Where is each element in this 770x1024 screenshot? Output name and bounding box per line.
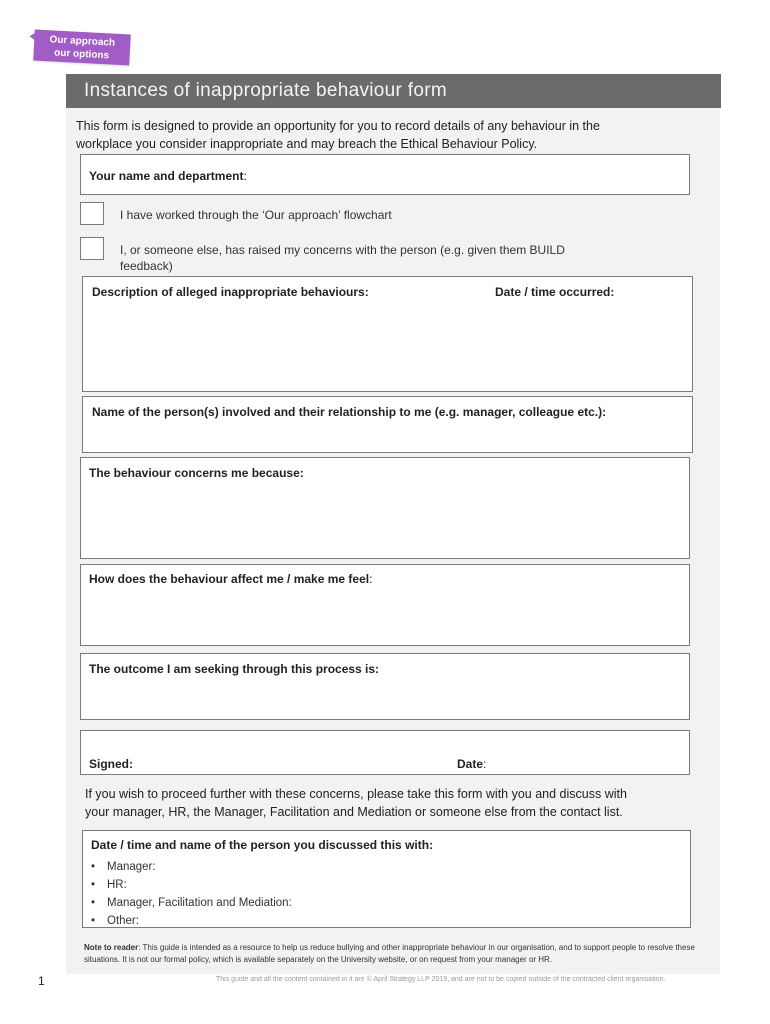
date-colon: : [483,757,487,771]
outcome-field[interactable] [80,653,690,720]
persons-involved-label: Name of the person(s) involved and their relationship to me (e.g. manager, colleague etc.): [92,405,607,419]
discussed-with-item-manager[interactable]: • Manager: [91,858,292,876]
form-intro [76,118,686,153]
affect-me-label: How does the behaviour affect me / make me feel [89,572,370,586]
name-department-label: Your name and department [89,169,244,183]
description-field[interactable] [82,276,693,392]
section-tag [33,30,130,66]
discussed-with-item-hr[interactable]: • HR: [91,876,292,894]
discussed-with-item-other[interactable]: • Other: [91,912,292,930]
concerns-because-field[interactable] [80,457,690,559]
concerns-raised-checkbox[interactable] [80,237,104,260]
section-tag-line2: our options [53,47,110,62]
name-department-colon: : [243,169,247,183]
note-to-reader [84,942,704,966]
description-label: Description of alleged inappropriate behaviours: [92,285,369,299]
copyright-footer: This guide and all the content contained in it are © April Strategy LLP 2019, and are not to be copied outside of the contracted client organisation. [216,976,666,983]
persons-involved-field[interactable] [82,396,693,453]
discussed-with-label: Date / time and name of the person you discussed this with: [91,838,434,852]
page-number: 1 [38,974,45,988]
note-label: Note to reader [84,943,139,952]
signature-field[interactable] [80,730,690,775]
outcome-label: The outcome I am seeking through this process is: [89,662,380,676]
affect-me-colon: : [369,572,373,586]
concerns-raised-line-1: I, or someone else, has raised my concerns with the person (e.g. given them BUILD [120,243,565,257]
section-tag-line1: Our approach [49,34,116,49]
flowchart-checkbox-label: I have worked through the ‘Our approach’ flowchart [120,208,392,222]
followup-line-1: If you wish to proceed further with these concerns, please take this form with you and discuss with [85,787,627,801]
intro-line-2: workplace you consider inappropriate and may breach the Ethical Behaviour Policy. [76,136,538,151]
concerns-because-label: The behaviour concerns me because: [89,466,304,480]
date-time-occurred-label: Date / time occurred: [495,285,615,299]
discussed-with-list [91,858,292,930]
signed-label: Signed: [89,757,133,771]
date-label: Date [457,757,484,771]
followup-line-2: your manager, HR, the Manager, Facilitation and Mediation or someone else from the contact list. [85,805,623,819]
intro-line-1: This form is designed to provide an opportunity for you to record details of any behaviour in the [76,119,600,133]
flowchart-checkbox[interactable] [80,202,104,225]
affect-me-field[interactable] [80,564,690,646]
discussed-with-item-facilitation[interactable]: • Manager, Facilitation and Mediation: [91,894,292,912]
concerns-raised-line-2: feedback) [120,259,173,273]
concerns-raised-checkbox-label [120,242,680,274]
form-title: Instances of inappropriate behaviour form [66,74,721,108]
discussed-with-field[interactable] [82,830,691,928]
name-department-field[interactable] [80,154,690,195]
note-text: : This guide is intended as a resource to help us reduce bullying and other inappropriate behaviour in our organisation, and to support people to resolve these situations. It is not our formal policy, which is available separately on the University website, or on request from your manager or HR. [84,943,695,964]
followup-instructions [85,785,700,821]
